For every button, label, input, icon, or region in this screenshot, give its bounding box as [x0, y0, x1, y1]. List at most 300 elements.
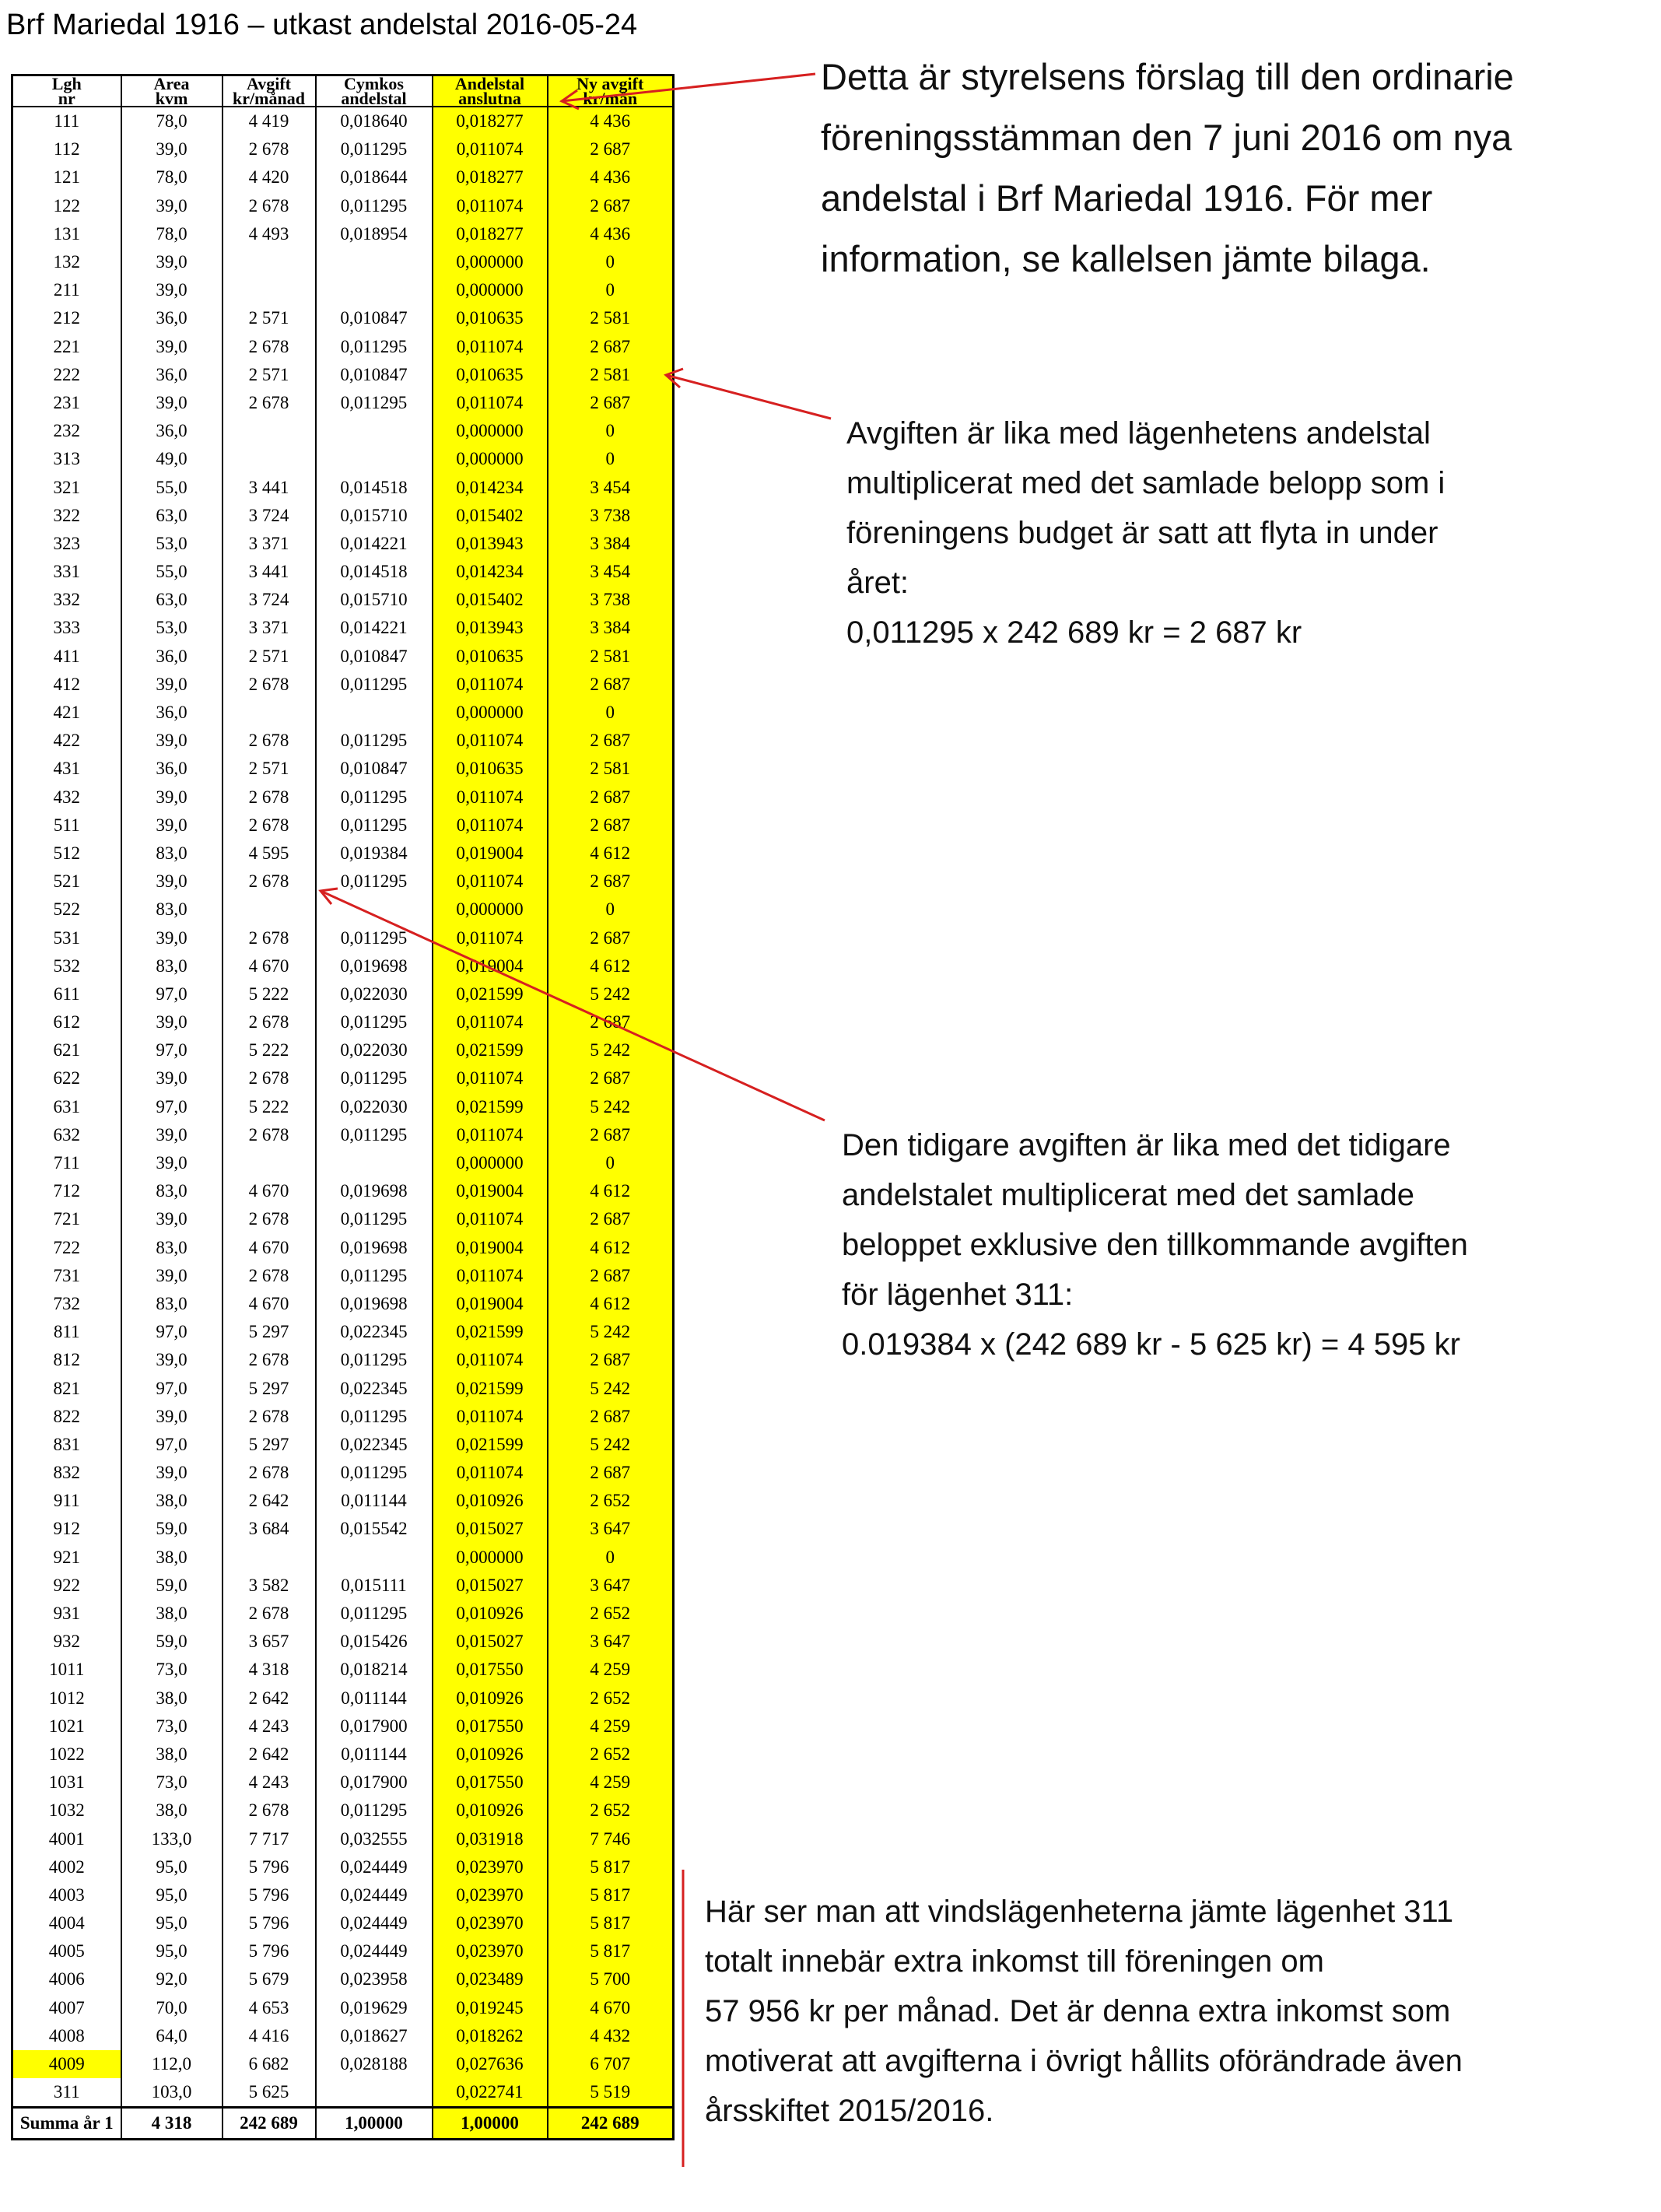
table-cell: 0,011295	[316, 783, 433, 812]
table-cell: 0,022030	[316, 1036, 433, 1064]
table-cell: 3 738	[548, 586, 674, 614]
table-cell: 711	[12, 1149, 121, 1177]
table-cell: 0,021599	[433, 980, 548, 1008]
table-cell: 78,0	[121, 163, 223, 191]
table-cell: 4 612	[548, 952, 674, 980]
table-cell: 0,014234	[433, 473, 548, 501]
table-cell: 2 678	[223, 812, 316, 840]
table-cell: 0,010635	[433, 755, 548, 783]
table-cell: 4 595	[223, 840, 316, 868]
table-cell: 38,0	[121, 1544, 223, 1572]
table-cell: 2 678	[223, 1797, 316, 1825]
table-cell: 0,017550	[433, 1769, 548, 1797]
table-cell: 121	[12, 163, 121, 191]
table-cell: 49,0	[121, 445, 223, 473]
table-cell: 0,010635	[433, 304, 548, 332]
table-cell: 97,0	[121, 1093, 223, 1121]
table-cell: 231	[12, 389, 121, 417]
table-cell: 0,023970	[433, 1937, 548, 1965]
table-cell: 0,017550	[433, 1712, 548, 1741]
table-cell: 36,0	[121, 699, 223, 727]
table-cell: 0,011074	[433, 333, 548, 361]
table-cell: 4 670	[548, 1994, 674, 2022]
annotation-line: information, se kallelsen jämte bilaga.	[821, 238, 1431, 279]
table-cell: 0,018640	[316, 107, 433, 135]
table-cell: 0,023958	[316, 1965, 433, 1993]
table-cell: 0,000000	[433, 248, 548, 276]
table-cell: 0,011144	[316, 1741, 433, 1769]
table-cell: 5 242	[548, 1374, 674, 1402]
table-cell: 95,0	[121, 1881, 223, 1909]
table-cell: 5 222	[223, 1093, 316, 1121]
table-cell: 0,021599	[433, 1036, 548, 1064]
table-cell: 70,0	[121, 1994, 223, 2022]
table-cell: 2 687	[548, 1121, 674, 1149]
table-cell: 5 817	[548, 1937, 674, 1965]
table-cell: 0,011144	[316, 1487, 433, 1515]
table-cell: 0,024449	[316, 1909, 433, 1937]
summary-cell: 1,00000	[433, 2108, 548, 2140]
table-cell: 39,0	[121, 1149, 223, 1177]
table-cell: 0,000000	[433, 896, 548, 924]
annotation-line: årsskiftet 2015/2016.	[705, 2094, 994, 2128]
table-cell: 103,0	[121, 2078, 223, 2108]
table-cell: 2 687	[548, 868, 674, 896]
table-cell: 5 519	[548, 2078, 674, 2108]
table-cell: 732	[12, 1290, 121, 1318]
table-cell: 5 297	[223, 1431, 316, 1459]
table-cell: 63,0	[121, 502, 223, 530]
annotation-line: totalt innebär extra inkomst till föreningen om	[705, 1944, 1324, 1979]
table-cell: 811	[12, 1318, 121, 1346]
table-cell: 0,023970	[433, 1853, 548, 1881]
table-cell: 932	[12, 1628, 121, 1656]
table-cell: 0,018277	[433, 220, 548, 248]
table-cell: 0,015402	[433, 586, 548, 614]
table-cell: 0,000000	[433, 699, 548, 727]
table-cell: 621	[12, 1036, 121, 1064]
table-cell: 39,0	[121, 1403, 223, 1431]
table-cell: 3 371	[223, 614, 316, 642]
table-cell: 83,0	[121, 952, 223, 980]
table-cell: 2 687	[548, 671, 674, 699]
table-cell: 4 436	[548, 220, 674, 248]
table-cell: 0,023970	[433, 1909, 548, 1937]
column-header-line: Ny avgift	[576, 75, 644, 93]
table-cell: 0,011074	[433, 135, 548, 163]
table-cell: 722	[12, 1234, 121, 1262]
table-cell: 5 817	[548, 1853, 674, 1881]
table-cell: 39,0	[121, 1346, 223, 1374]
table-cell: 0,010635	[433, 643, 548, 671]
table-cell: 222	[12, 361, 121, 389]
column-header-line: anslutna	[458, 89, 521, 107]
annotation-line: 0,011295 x 242 689 kr = 2 687 kr	[846, 615, 1302, 650]
table-cell: 411	[12, 643, 121, 671]
column-header-line: nr	[58, 89, 75, 107]
table-cell: 331	[12, 558, 121, 586]
table-cell: 53,0	[121, 530, 223, 558]
table-cell: 4006	[12, 1965, 121, 1993]
table-cell: 2 652	[548, 1487, 674, 1515]
table-cell: 0,011295	[316, 1797, 433, 1825]
table-cell: 4 612	[548, 840, 674, 868]
table-cell: 1012	[12, 1684, 121, 1712]
table-cell: 332	[12, 586, 121, 614]
table-cell: 0,015402	[433, 502, 548, 530]
table-cell: 511	[12, 812, 121, 840]
table-cell: 83,0	[121, 1234, 223, 1262]
table-cell: 55,0	[121, 473, 223, 501]
table-cell: 731	[12, 1262, 121, 1290]
table-cell: 5 242	[548, 980, 674, 1008]
table-cell: 59,0	[121, 1628, 223, 1656]
table-cell: 2 678	[223, 727, 316, 755]
table-cell: 2 687	[548, 192, 674, 220]
table-cell: 5 625	[223, 2078, 316, 2108]
table-cell: 5 796	[223, 1853, 316, 1881]
table-cell: 55,0	[121, 558, 223, 586]
table-cell: 0	[548, 1149, 674, 1177]
table-cell: 0,019004	[433, 1234, 548, 1262]
table-cell: 38,0	[121, 1684, 223, 1712]
table-cell: 0,011144	[316, 1684, 433, 1712]
table-cell: 2 687	[548, 1262, 674, 1290]
table-cell: 0,013943	[433, 530, 548, 558]
table-cell: 0,019004	[433, 1290, 548, 1318]
table-cell: 2 571	[223, 361, 316, 389]
table-cell: 4 318	[223, 1656, 316, 1684]
table-cell: 0,021599	[433, 1431, 548, 1459]
table-cell: 0,019004	[433, 952, 548, 980]
table-cell: 4007	[12, 1994, 121, 2022]
table-cell: 2 678	[223, 1008, 316, 1036]
table-cell: 2 687	[548, 1008, 674, 1036]
table-cell: 822	[12, 1403, 121, 1431]
table-cell: 4 243	[223, 1712, 316, 1741]
table-cell: 1031	[12, 1769, 121, 1797]
table-cell: 111	[12, 107, 121, 135]
table-cell: 0,011074	[433, 1205, 548, 1233]
table-cell: 5 242	[548, 1318, 674, 1346]
table-cell: 2 678	[223, 333, 316, 361]
table-cell: 2 642	[223, 1487, 316, 1515]
table-cell: 4 420	[223, 163, 316, 191]
table-cell: 39,0	[121, 868, 223, 896]
table-cell: 0,011074	[433, 868, 548, 896]
table-cell: 0,011074	[433, 783, 548, 812]
table-cell: 4 259	[548, 1712, 674, 1741]
table-cell: 3 738	[548, 502, 674, 530]
table-cell: 2 687	[548, 1403, 674, 1431]
summary-cell: 242 689	[548, 2108, 674, 2140]
column-header-line: kvm	[155, 89, 188, 107]
table-cell: 0,031918	[433, 1825, 548, 1853]
table-cell: 0,014518	[316, 558, 433, 586]
table-cell: 0,010926	[433, 1741, 548, 1769]
table-cell: 39,0	[121, 812, 223, 840]
table-cell: 4 670	[223, 952, 316, 980]
table-cell: 0,015710	[316, 502, 433, 530]
table-cell: 73,0	[121, 1712, 223, 1741]
table-cell: 631	[12, 1093, 121, 1121]
table-cell: 3 441	[223, 473, 316, 501]
table-cell: 0,018644	[316, 163, 433, 191]
table-cell: 0,019698	[316, 1290, 433, 1318]
table-cell: 2 571	[223, 304, 316, 332]
table-cell: 53,0	[121, 614, 223, 642]
table-cell: 0,000000	[433, 1149, 548, 1177]
table-cell: 612	[12, 1008, 121, 1036]
table-cell: 0,010847	[316, 361, 433, 389]
table-cell: 0,021599	[433, 1318, 548, 1346]
table-cell: 97,0	[121, 1374, 223, 1402]
table-cell: 0,011295	[316, 389, 433, 417]
table-cell: 36,0	[121, 755, 223, 783]
table-cell: 0,018277	[433, 163, 548, 191]
table-cell: 5 242	[548, 1431, 674, 1459]
table-cell: 97,0	[121, 1318, 223, 1346]
table-cell: 5 796	[223, 1881, 316, 1909]
table-cell: 3 724	[223, 586, 316, 614]
table-cell: 4 416	[223, 2022, 316, 2050]
table-cell: 1021	[12, 1712, 121, 1741]
table-cell: 211	[12, 276, 121, 304]
table-cell: 0,011295	[316, 1121, 433, 1149]
table-cell: 39,0	[121, 1205, 223, 1233]
table-cell: 59,0	[121, 1515, 223, 1543]
table-cell: 0,011295	[316, 1205, 433, 1233]
table-cell: 2 678	[223, 1600, 316, 1628]
table-cell: 39,0	[121, 924, 223, 952]
table-cell: 132	[12, 248, 121, 276]
table-cell: 0,015027	[433, 1628, 548, 1656]
table-cell: 39,0	[121, 1262, 223, 1290]
table-cell: 422	[12, 727, 121, 755]
table-cell: 6 682	[223, 2050, 316, 2078]
table-cell: 0,011074	[433, 1403, 548, 1431]
table-cell: 95,0	[121, 1909, 223, 1937]
table-cell: 4 493	[223, 220, 316, 248]
table-cell: 5 679	[223, 1965, 316, 1993]
table-cell: 39,0	[121, 1121, 223, 1149]
table-cell: 5 297	[223, 1374, 316, 1402]
table-cell: 0,011295	[316, 1008, 433, 1036]
table-cell: 122	[12, 192, 121, 220]
table-cell: 0,015710	[316, 586, 433, 614]
table-cell: 832	[12, 1459, 121, 1487]
table-cell: 39,0	[121, 1008, 223, 1036]
table-cell: 0,000000	[433, 417, 548, 445]
table-cell: 5 222	[223, 980, 316, 1008]
table-cell: 232	[12, 417, 121, 445]
table-cell: 3 454	[548, 473, 674, 501]
table-cell: 0,011295	[316, 812, 433, 840]
table-cell: 83,0	[121, 1177, 223, 1205]
table-cell: 4 612	[548, 1177, 674, 1205]
table-cell: 0,018627	[316, 2022, 433, 2050]
table-cell: 431	[12, 755, 121, 783]
table-cell: 39,0	[121, 1064, 223, 1092]
table-cell: 0,013943	[433, 614, 548, 642]
table-cell: 632	[12, 1121, 121, 1149]
table-cell: 831	[12, 1431, 121, 1459]
table-cell: 0,015426	[316, 1628, 433, 1656]
table-cell: 39,0	[121, 389, 223, 417]
table-cell: 0,019698	[316, 1177, 433, 1205]
annotation-line: 57 956 kr per månad. Det är denna extra inkomst som	[705, 1994, 1451, 2028]
table-cell: 3 647	[548, 1515, 674, 1543]
column-header-line: Lgh	[51, 75, 82, 93]
table-cell: 0,011074	[433, 1064, 548, 1092]
table-cell: 333	[12, 614, 121, 642]
table-cell: 0,011295	[316, 192, 433, 220]
table-cell: 112	[12, 135, 121, 163]
table-cell: 2 678	[223, 1459, 316, 1487]
table-cell: 2 678	[223, 389, 316, 417]
table-cell: 2 687	[548, 1459, 674, 1487]
table-cell: 2 687	[548, 924, 674, 952]
annotation-line: andelstalet multiplicerat med det samlade	[842, 1178, 1414, 1212]
table-cell: 0,019698	[316, 952, 433, 980]
table-cell: 323	[12, 530, 121, 558]
table-cell: 311	[12, 2078, 121, 2108]
column-header-line: Andelstal	[454, 75, 525, 93]
table-cell: 3 384	[548, 530, 674, 558]
table-cell: 5 242	[548, 1036, 674, 1064]
table-cell: 39,0	[121, 276, 223, 304]
table-cell: 2 581	[548, 755, 674, 783]
table-cell: 2 571	[223, 643, 316, 671]
table-cell: 2 687	[548, 812, 674, 840]
table-cell: 4005	[12, 1937, 121, 1965]
table-cell: 522	[12, 896, 121, 924]
table-cell: 0,010847	[316, 755, 433, 783]
table-cell: 3 582	[223, 1572, 316, 1600]
table-cell: 83,0	[121, 896, 223, 924]
table-cell: 63,0	[121, 586, 223, 614]
table-cell: 721	[12, 1205, 121, 1233]
table-cell: 4 419	[223, 107, 316, 135]
table-cell: 212	[12, 304, 121, 332]
table-cell: 95,0	[121, 1937, 223, 1965]
table-cell: 4 259	[548, 1769, 674, 1797]
table-cell: 0,014221	[316, 614, 433, 642]
table-cell: 36,0	[121, 643, 223, 671]
table-cell: 0,024449	[316, 1853, 433, 1881]
table-cell: 0,010926	[433, 1487, 548, 1515]
table-cell: 2 678	[223, 1346, 316, 1374]
table-cell: 95,0	[121, 1853, 223, 1881]
table-cell: 39,0	[121, 1459, 223, 1487]
table-cell: 0,022741	[433, 2078, 548, 2108]
table-cell: 0,011295	[316, 1262, 433, 1290]
table-cell: 4 432	[548, 2022, 674, 2050]
table-cell: 2 678	[223, 671, 316, 699]
table-cell: 0,011074	[433, 812, 548, 840]
table-cell: 2 652	[548, 1797, 674, 1825]
table-cell: 0	[548, 896, 674, 924]
table-cell: 4 670	[223, 1290, 316, 1318]
table-cell: 0,011295	[316, 727, 433, 755]
table-cell: 521	[12, 868, 121, 896]
table-cell: 812	[12, 1346, 121, 1374]
annotation-line: motiverat att avgifterna i övrigt hållits oförändrade även	[705, 2044, 1463, 2078]
table-cell: 2 678	[223, 783, 316, 812]
table-cell: 0,019004	[433, 1177, 548, 1205]
table-cell: 36,0	[121, 304, 223, 332]
table-cell: 39,0	[121, 135, 223, 163]
table-cell: 2 687	[548, 727, 674, 755]
table-cell: 3 647	[548, 1572, 674, 1600]
table-cell: 0,011295	[316, 671, 433, 699]
table-cell: 5 700	[548, 1965, 674, 1993]
table-cell: 3 657	[223, 1628, 316, 1656]
table-cell: 0,015027	[433, 1572, 548, 1600]
table-cell: 1011	[12, 1656, 121, 1684]
table-cell: 78,0	[121, 220, 223, 248]
table-cell: 0,011074	[433, 671, 548, 699]
table-cell: 0,000000	[433, 1544, 548, 1572]
table-cell: 2 687	[548, 333, 674, 361]
table-cell: 421	[12, 699, 121, 727]
table-cell: 4009	[12, 2050, 121, 2078]
table-cell: 611	[12, 980, 121, 1008]
table-cell: 4002	[12, 1853, 121, 1881]
table-cell: 322	[12, 502, 121, 530]
table-cell: 97,0	[121, 1431, 223, 1459]
table-cell: 5 796	[223, 1909, 316, 1937]
table-cell: 3 684	[223, 1515, 316, 1543]
table-cell: 0,000000	[433, 276, 548, 304]
table-cell: 2 678	[223, 192, 316, 220]
table-cell: 2 571	[223, 755, 316, 783]
table-cell: 0	[548, 699, 674, 727]
summary-cell: 242 689	[223, 2108, 316, 2140]
arrow-to-andelstal-header	[562, 74, 815, 101]
table-cell: 73,0	[121, 1769, 223, 1797]
table-cell: 221	[12, 333, 121, 361]
table-cell: 36,0	[121, 417, 223, 445]
table-cell: 313	[12, 445, 121, 473]
table-cell: 97,0	[121, 1036, 223, 1064]
table-cell: 2 581	[548, 304, 674, 332]
table-cell: 36,0	[121, 361, 223, 389]
table-cell: 4 436	[548, 163, 674, 191]
table-cell: 0,019004	[433, 840, 548, 868]
table-cell: 0,024449	[316, 1881, 433, 1909]
table-cell: 2 687	[548, 135, 674, 163]
table-cell: 0,018277	[433, 107, 548, 135]
table-cell: 921	[12, 1544, 121, 1572]
document-title: Brf Mariedal 1916 – utkast andelstal 2016-05-24	[6, 9, 638, 41]
table-cell: 0,011074	[433, 1262, 548, 1290]
table-cell: 0,010635	[433, 361, 548, 389]
table-cell: 0,022030	[316, 980, 433, 1008]
table-cell: 2 687	[548, 1064, 674, 1092]
table-cell: 622	[12, 1064, 121, 1092]
table-cell: 7 746	[548, 1825, 674, 1853]
table-cell: 39,0	[121, 248, 223, 276]
annotation-line: andelstal i Brf Mariedal 1916. För mer	[821, 177, 1433, 219]
table-cell: 0,015542	[316, 1515, 433, 1543]
table-cell: 4 670	[223, 1234, 316, 1262]
table-cell: 3 647	[548, 1628, 674, 1656]
table-cell: 4004	[12, 1909, 121, 1937]
column-header-line: Area	[153, 75, 190, 93]
table-cell: 0,010847	[316, 304, 433, 332]
table-cell: 532	[12, 952, 121, 980]
